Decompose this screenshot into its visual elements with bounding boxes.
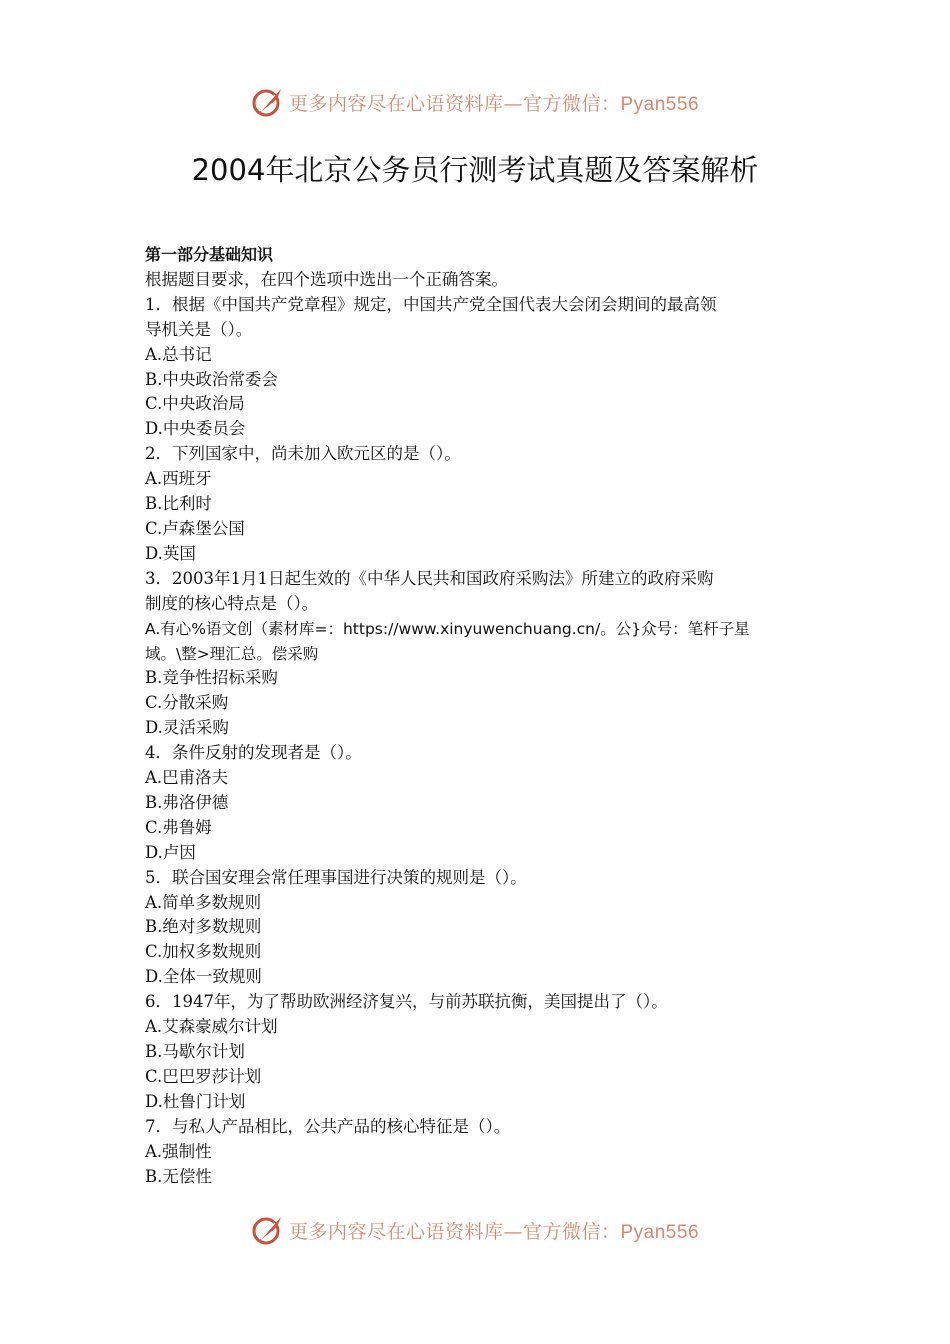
footer-banner: [0, 1208, 950, 1252]
quill-logo-icon: [251, 85, 285, 119]
question-3-line-2: 制度的核心特点是（）。: [145, 593, 319, 613]
question-4-option-d: D.卢因: [145, 842, 196, 862]
question-1-line-1: 1．根据《中国共产党章程》规定，中国共产党全国代表大会闭会期间的最高领: [145, 294, 717, 314]
page-title: 2004年北京公务员行测考试真题及答案解析: [191, 153, 759, 187]
question-2-option-a: A.西班牙: [145, 469, 212, 489]
question-2-option-b: B.比利时: [145, 494, 212, 514]
question-7-option-b: B.无偿性: [145, 1166, 212, 1186]
question-2-option-c: C.卢森堡公国: [145, 518, 245, 538]
banner-text: 更多内容尽在心语资料库—官方微信：Pyan556: [288, 1220, 700, 1243]
question-1-option-d: D.中央委员会: [145, 419, 246, 439]
question-5-option-b: B.绝对多数规则: [145, 917, 262, 937]
question-3-option-d: D.灵活采购: [145, 718, 229, 738]
question-4-option-b: B.弗洛伊德: [145, 792, 229, 812]
question-3-option-c: C.分散采购: [145, 693, 229, 713]
document-body: [145, 243, 825, 1189]
question-6-option-b: B.马歇尔计划: [145, 1042, 245, 1061]
question-6-option-a: A.艾森豪威尔计划: [145, 1017, 278, 1037]
banner-handle: Pyan556: [620, 1221, 700, 1243]
question-1-line-2: 导机关是（）。: [145, 319, 253, 339]
question-1-option-a: A.总书记: [145, 344, 212, 364]
question-5-option-c: C.加权多数规则: [145, 942, 262, 962]
question-5-option-d: D.全体一致规则: [145, 967, 262, 987]
header-banner: [0, 80, 950, 124]
question-3-option-b: B.竞争性招标采购: [145, 668, 278, 688]
question-7-option-a: A.强制性: [145, 1141, 212, 1161]
question-3-option-a-line-2: 域。\整>理汇总。偿采购: [145, 644, 319, 663]
section-title: 第一部分基础知识: [145, 245, 274, 264]
question-2-line-1: 2．下列国家中，尚未加入欧元区的是（）。: [145, 444, 461, 464]
banner-handle: Pyan556: [620, 93, 700, 115]
question-4-option-a: A.巴甫洛夫: [145, 768, 229, 788]
question-4-line-1: 4．条件反射的发现者是（）。: [145, 743, 362, 763]
quill-logo-icon: [251, 1213, 285, 1247]
instruction-text: 根据题目要求，在四个选项中选出一个正确答案。: [145, 269, 508, 289]
question-1-option-c: C.中央政治局: [145, 394, 245, 414]
question-6-option-c: C.巴巴罗莎计划: [145, 1066, 262, 1086]
question-5-option-a: A.简单多数规则: [145, 892, 262, 912]
question-5-line-1: 5．联合国安理会常任理事国进行决策的规则是（）。: [145, 867, 527, 887]
question-3-option-a-line-1: A.有心%语文创（素材库=：https://www.xinyuwenchuang.cn/。公}众号：笔杆子星: [145, 619, 750, 638]
question-7-line-1: 7．与私人产品相比，公共产品的核心特征是（）。: [145, 1116, 511, 1136]
question-1-option-b: B.中央政治常委会: [145, 369, 278, 389]
question-2-option-d: D.英国: [145, 543, 196, 563]
question-4-option-c: C.弗鲁姆: [145, 817, 212, 837]
question-3-line-1: 3．2003年1月1日起生效的《中华人民共和国政府采购法》所建立的政府采购: [145, 568, 714, 588]
question-6-option-d: D.杜鲁门计划: [145, 1091, 246, 1111]
question-6-line-1: 6．1947年，为了帮助欧洲经济复兴，与前苏联抗衡，美国提出了（）。: [145, 992, 668, 1012]
banner-text: 更多内容尽在心语资料库—官方微信：Pyan556: [288, 92, 700, 115]
